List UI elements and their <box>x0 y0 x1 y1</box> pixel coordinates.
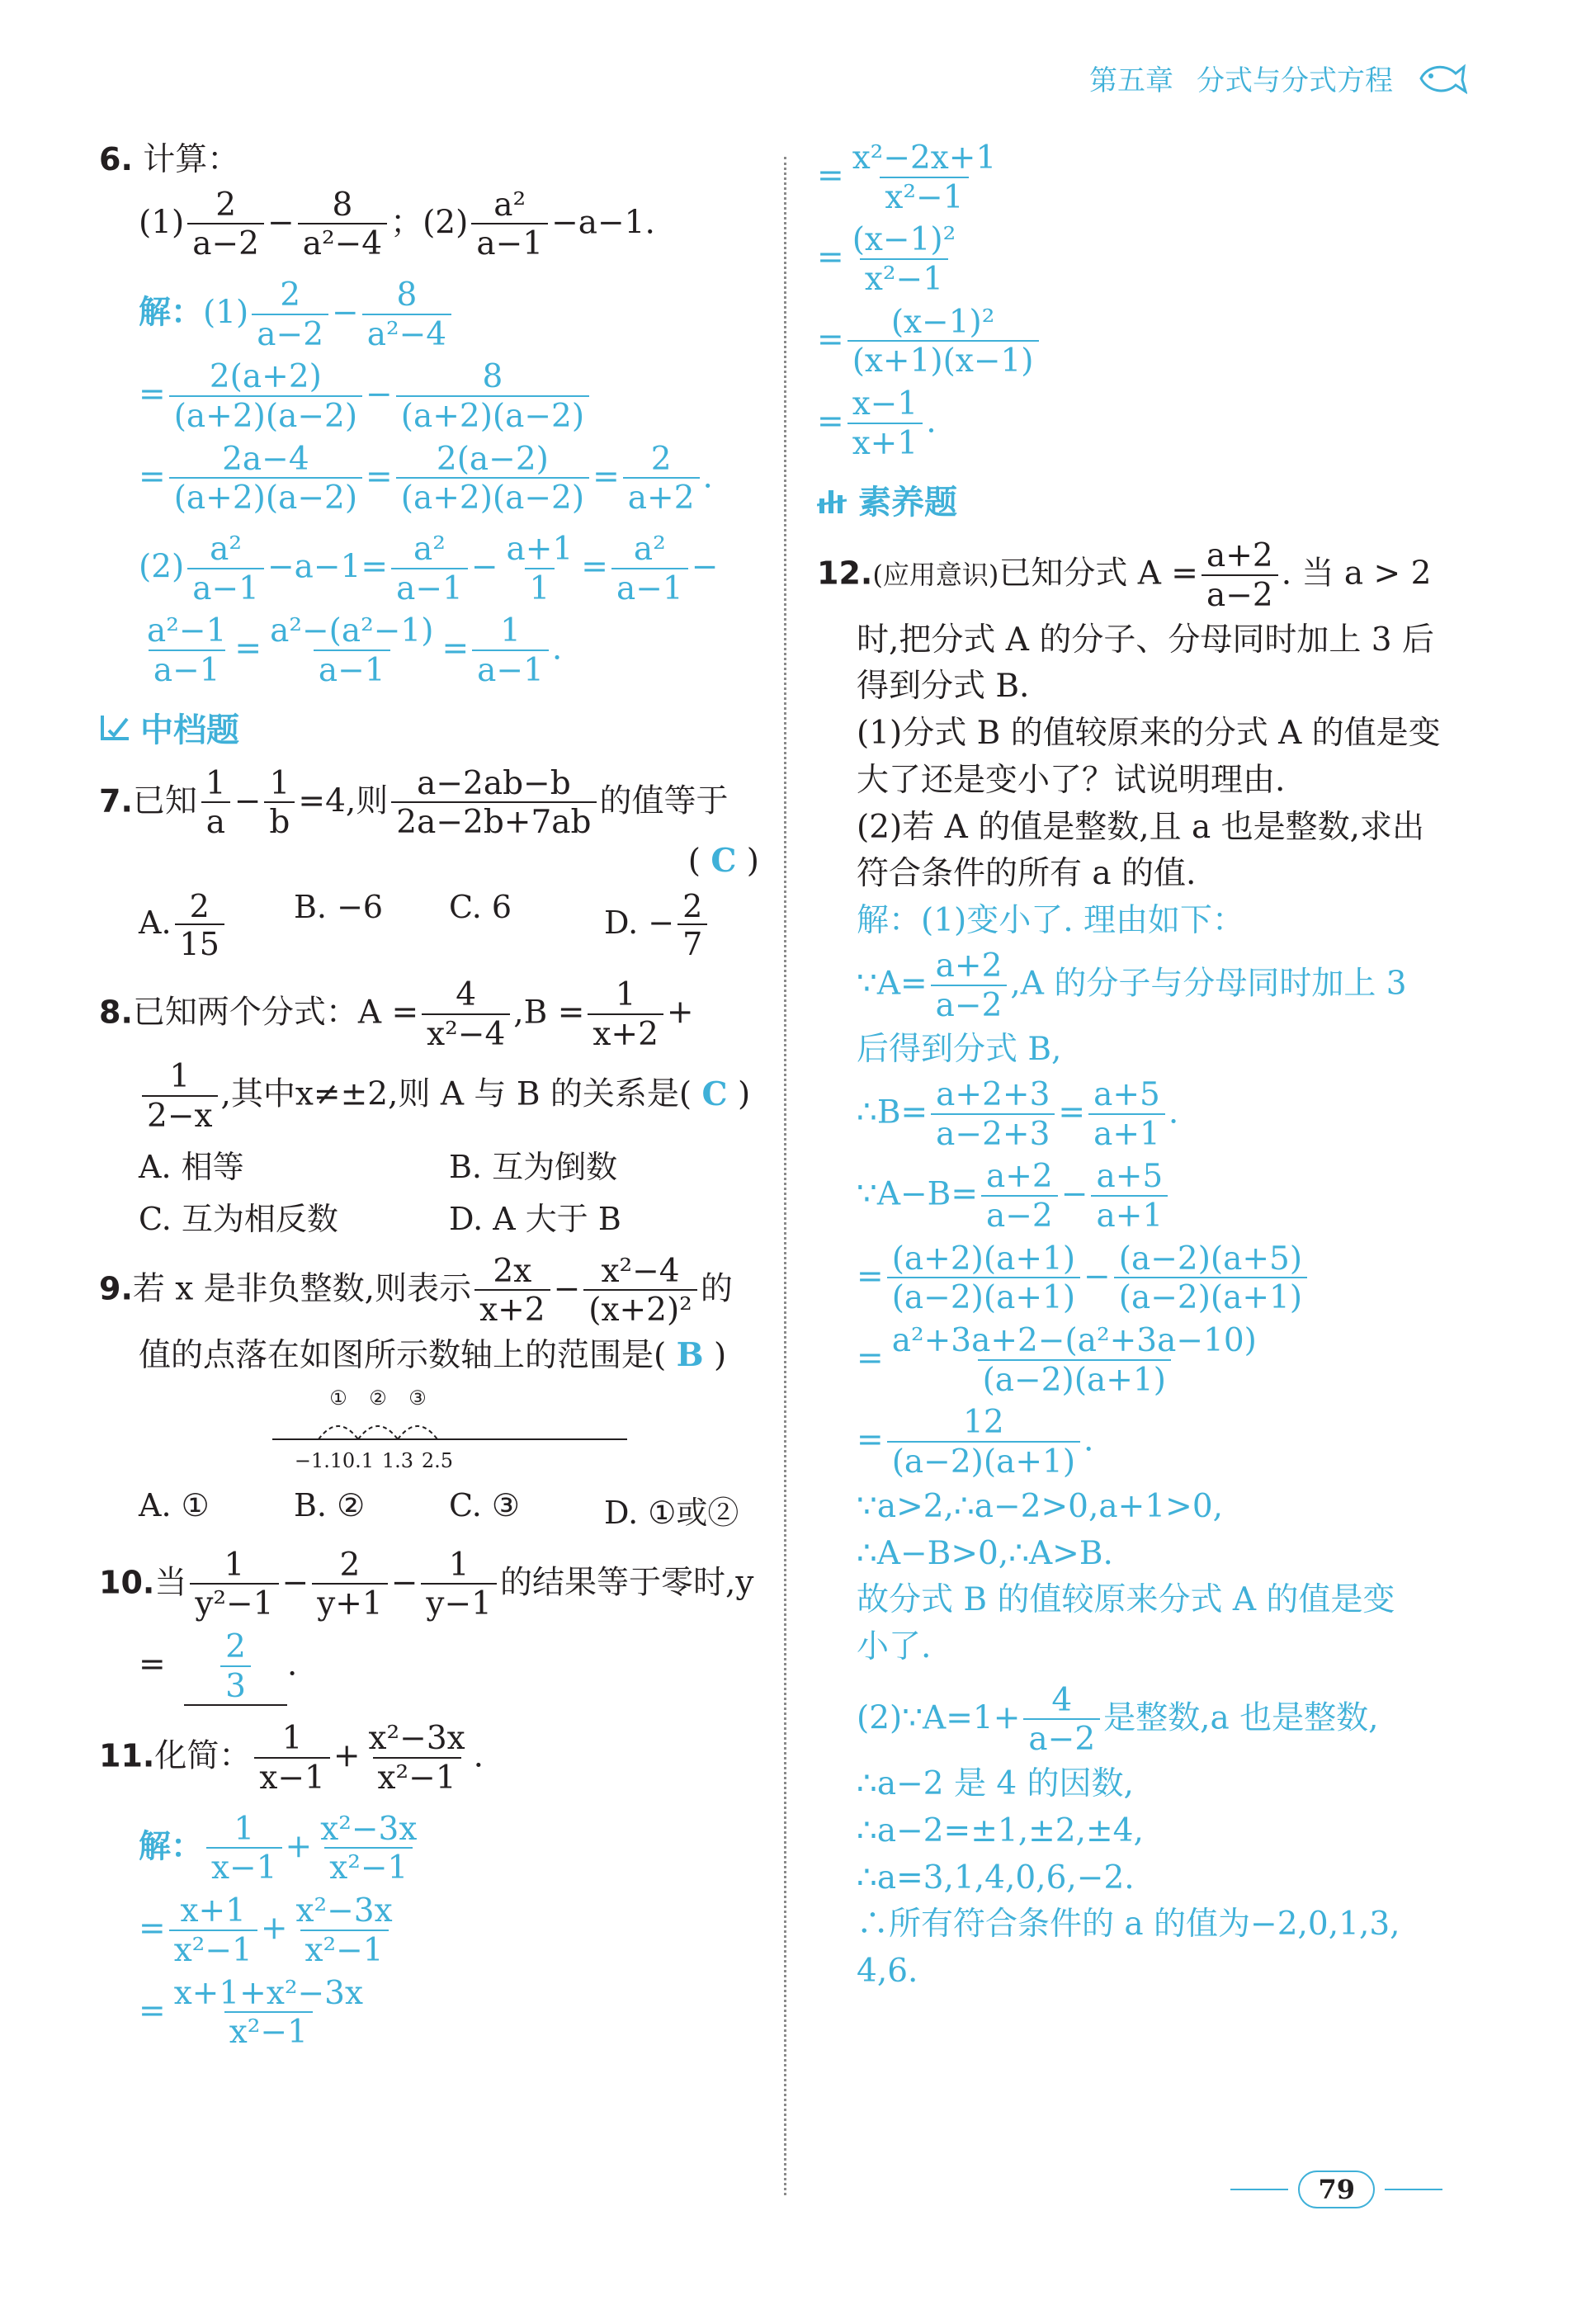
q12-solution-14: ∴a−2 是 4 的因数, <box>857 1765 1134 1803</box>
q9-option-b: B. ② <box>294 1486 366 1523</box>
q6-expression: (1) $\frac{2}{a-2}$ − $\frac{8}{\text{a²−4}}$ ；(2) $\frac{\text{a²}}{a-1}$ −a−1. <box>139 186 655 263</box>
q7-option-b: B. −6 <box>294 888 384 925</box>
q6-solution-step5: $\frac{\text{a²−1}}{a-1}$ = $\frac{\text{a²−(a²−1)}}{a-1}$ = $\frac{1}{a-1}$ . <box>147 612 563 690</box>
q12-solution-9: ∵a>2,∴a−2>0,a+1>0, <box>857 1487 1224 1525</box>
q9-stem-line2: 值的点落在如图所示数轴上的范围是( B ) <box>139 1336 727 1375</box>
pencil-check-icon <box>99 711 132 744</box>
q6-solution-step1: 解：(1) $\frac{2}{a-2}$ − $\frac{8}{\text{a²−4}}$ <box>99 277 759 352</box>
chapter-title: 分式与分式方程 <box>1197 64 1393 97</box>
q8-option-b: B. 互为倒数 <box>449 1148 618 1185</box>
tick-label-2: 0.1 <box>342 1448 375 1472</box>
q9-option-a: A. ① <box>139 1486 210 1523</box>
q6-stem: 6. 计算： <box>99 141 240 178</box>
q12-stem-line7: 符合条件的所有 a 的值. <box>857 855 1197 893</box>
q8-option-c: C. 互为相反数 <box>139 1200 338 1237</box>
q12-solution-17: ∴所有符合条件的 a 的值为−2,0,1,3, <box>857 1906 1400 1944</box>
fish-icon <box>1416 59 1467 98</box>
tick-label-3: 1.3 <box>381 1448 414 1472</box>
q11-solution-step1: 解： $\frac{1}{x-1}$ + $\frac{\text{x²−3x}}{\text{x²−1}}$ <box>139 1810 418 1887</box>
q11-solution-step7: = $\frac{x-1}{x+1}$ . <box>817 385 937 462</box>
q12-stem-line3: 得到分式 B. <box>857 668 1030 706</box>
q10-stem: 10.当 $\frac{1}{\text{y²−1}}$ − $\frac{2}{y+1}$ − $\frac{1}{y-1}$ 的结果等于零时,y <box>99 1546 754 1623</box>
q12-solution-18: 4,6. <box>857 1953 918 1991</box>
page-header <box>1089 58 1467 98</box>
q12-stem-line1: 12.(应用意识)已知分式 A = $\frac{a+2}{a-2}$ . 当 a > 2 <box>817 537 1432 615</box>
q10-answer-line: = $\frac{2}{3}$ . <box>139 1628 298 1705</box>
q12-solution-7: = $\frac{\text{a²+3a+2−(a²+3a−10)}}{(a-2)(a+1)}$ <box>857 1322 1257 1399</box>
q8-option-d: D. A 大于 B <box>449 1200 621 1237</box>
q10-answer: $\frac{2}{3}$ <box>220 1629 251 1704</box>
q12-stem-line2: 时,把分式 A 的分子、分母同时加上 3 后 <box>857 621 1434 659</box>
q8-options-row1 <box>99 1141 759 1187</box>
q7-stem: 7.已知 $\frac{1}{a}$ − $\frac{1}{b}$ =4,则 $\frac{a-2ab-b}{2a-2b+7ab}$ 的值等于 <box>99 764 729 842</box>
q12-solution-4: ∴B= $\frac{a+2+3}{a-2+3}$ = $\frac{a+5}{a+1}$ . <box>857 1076 1179 1153</box>
q9-options <box>99 1487 759 1533</box>
q11-stem: 11.化简： $\frac{1}{x-1}$ + $\frac{\text{x²−3x}}{\text{x²−1}}$ . <box>99 1720 484 1797</box>
section-medium: 中档题 <box>99 704 759 751</box>
q12-stem-line6: (2)若 A 的值是整数,且 a 也是整数,求出 <box>857 808 1425 846</box>
q9-option-d: D. ①或② <box>604 1494 739 1531</box>
q12-solution-13: (2)∵A=1+ $\frac{4}{a-2}$ 是整数,a 也是整数, <box>857 1681 1379 1759</box>
region-2: ② <box>369 1386 387 1410</box>
number-line-figure <box>272 1377 635 1484</box>
q6-solution-step3: = $\frac{2a-4}{(a+2)(a-2)}$ = $\frac{2(a-2)}{(a+2)(a-2)}$ = $\frac{2}{a+2}$ . <box>139 440 713 517</box>
q7-option-c: C. 6 <box>449 888 512 925</box>
q12-solution-6: = $\frac{(a+2)(a+1)}{(a-2)(a+1)}$ − $\frac{(a-2)(a+5)}{(a-2)(a+1)}$ <box>817 1241 1477 1316</box>
q12-solution-1: 解：(1)变小了. 理由如下： <box>857 902 1245 940</box>
q12-solution-3: 后得到分式 B, <box>857 1031 1062 1069</box>
q8-answer: C <box>701 1075 728 1114</box>
q11-solution-step6: = $\frac{\text{(x−1)²}}{(x+1)(x-1)}$ <box>817 305 1477 380</box>
left-column <box>99 140 759 2051</box>
q7-answer: C <box>711 842 737 881</box>
q12-solution-12: 小了. <box>857 1628 932 1666</box>
q12-solution-11: 故分式 B 的值较原来分式 A 的值是变 <box>857 1581 1395 1619</box>
q9-number-line <box>99 1377 759 1487</box>
q11-solution-step3: = $\frac{\text{x+1+x²−3x}}{\text{x²−1}}$ <box>139 1974 363 2052</box>
bar-chart-icon <box>817 484 850 517</box>
q12-solution-8: = $\frac{12}{(a-2)(a+1)}$ . <box>857 1404 1094 1481</box>
q8-options-row2 <box>99 1193 759 1239</box>
region-1: ① <box>329 1386 347 1410</box>
tick-label-4: 2.5 <box>421 1448 454 1472</box>
q7-option-d: D. − $\frac{2}{7}$ <box>604 889 759 962</box>
q9-stem: 9.若 x 是非负整数,则表示 $\frac{2x}{x+2}$ − $\frac{\text{x²−4}}{\text{(x+2)²}}$ 的 <box>99 1252 733 1330</box>
q9-option-c: C. ③ <box>449 1486 520 1523</box>
q12-solution-16: ∴a=3,1,4,0,6,−2. <box>857 1859 1135 1897</box>
q11-solution-step5: = $\frac{\text{(x−1)²}}{\text{x²−1}}$ <box>817 221 956 299</box>
q11-solution-step4: = $\frac{\text{x²−2x+1}}{\text{x²−1}}$ <box>817 139 997 216</box>
q12-stem-line4: (1)分式 B 的值较原来的分式 A 的值是变 <box>857 715 1441 753</box>
q12-solution-5: ∵A−B= $\frac{a+2}{a-2}$ − $\frac{a+5}{a+1}$ <box>817 1159 1477 1234</box>
q12-solution-15: ∴a−2=±1,±2,±4, <box>857 1811 1144 1849</box>
q7-options <box>99 889 759 962</box>
q8-stem: 8.已知两个分式：A = $\frac{4}{\text{x²−4}}$ ,B = $\frac{1}{x+2}$ + <box>99 976 694 1053</box>
q12-stem-line5: 大了还是变小了？试说明理由. <box>857 761 1286 799</box>
region-3: ③ <box>408 1386 427 1410</box>
q6-solution-step2: = $\frac{2(a+2)}{(a+2)(a-2)}$ − $\frac{8}{(a+2)(a-2)}$ <box>99 359 759 434</box>
tick-label-1: −1.1 <box>294 1448 343 1472</box>
section-literacy: 素养题 <box>817 476 1477 523</box>
column-divider <box>784 157 786 2195</box>
q6-solution-step4: (2) $\frac{\text{a²}}{a-1}$ −a−1= $\frac{\text{a²}}{a-1}$ − $\frac{a+1}{1}$ = $\frac{\text{a²}}{a-1}$ − <box>139 531 719 607</box>
page-number: 79 <box>1230 2170 1442 2208</box>
q11-solution-step2: = $\frac{x+1}{\text{x²−1}}$ + $\frac{\text{x²−3x}}{\text{x²−1}}$ <box>139 1892 393 1969</box>
q7-answer-bracket: ( C ) <box>687 842 759 881</box>
q9-answer: B <box>676 1336 704 1375</box>
q8-stem-cont: $\frac{1}{2-x}$ ,其中x≠±2,则 A 与 B 的关系是( C ) <box>99 1059 759 1134</box>
q8-option-a: A. 相等 <box>139 1148 244 1185</box>
q12-solution-10: ∴A−B>0,∴A>B. <box>857 1534 1113 1572</box>
q12-solution-2: ∵A= $\frac{a+2}{a-2}$ ,A 的分子与分母同时加上 3 <box>857 947 1407 1024</box>
q7-option-a: A. $\frac{2}{15}$ <box>139 889 294 962</box>
chapter-number: 第五章 <box>1089 64 1173 97</box>
right-column <box>817 140 1477 1992</box>
